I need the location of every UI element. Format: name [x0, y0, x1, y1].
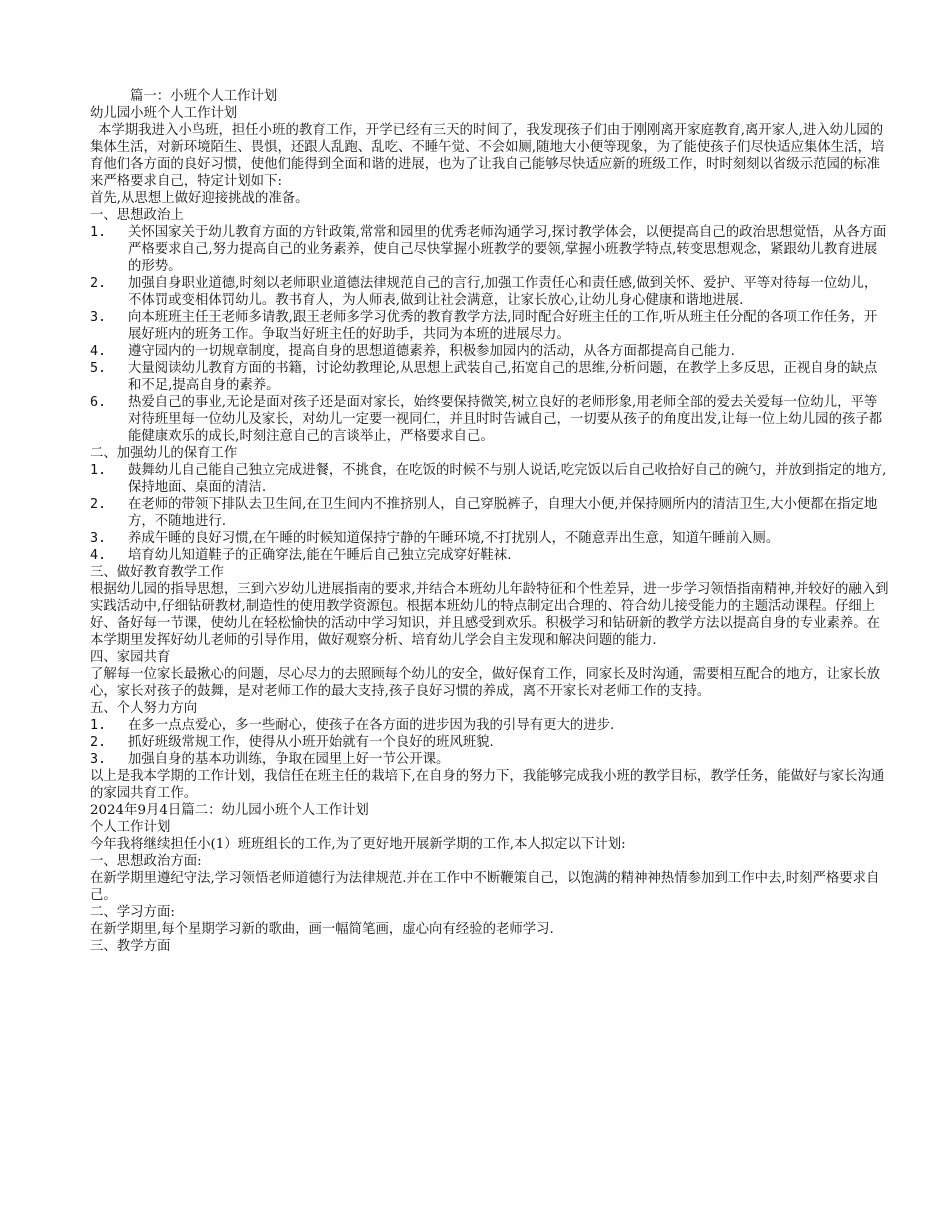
heading-personal-effort: 五、个人努力方向 [90, 701, 198, 716]
item-text: 热爱自己的事业,无论是面对孩子还是面对家长，始终要保持微笑,树立良好的老师形象,用老师全部的爱去关爱每一位幼儿，平等对待班里每一位幼儿及家长，对幼儿一定要一视同仁，并且时时告诫自己，一切要从孩子的角度出发,让每一位上幼儿园的孩子都能健康欢乐的成长,时刻注意自己的言谈举止，严格要求自己。 [128, 395, 883, 444]
list-item [90, 360, 890, 394]
list-item [90, 496, 890, 530]
intro-paragraph: 本学期我进入小鸟班，担任小班的教育工作，开学已经有三天的时间了，我发现孩子们由于刚刚离开家庭教育,离开家人,进入幼儿园的集体生活，对新环境陌生、畏惧，还跟人乱跑、乱吃、不睡午觉、不会如厕,随地大小便等现象，为了能使孩子们尽快适应集体生活，培育他们各方面的良好习惯，使他们能得到全面和谐的进展，也为了让我自己能够尽快适应新的班级工作，时时刻刻以省级示范园的标准来严格要求自己，特定计划如下: [90, 123, 885, 189]
item-text: 鼓舞幼儿自己能自己独立完成进餐，不挑食，在吃饭的时候不与别人说话,吃完饭以后自己收拾好自己的碗勺，并放到指定的地方,保持地面、桌面的清洁. [128, 463, 887, 495]
item-text: 抓好班级常规工作，使得从小班开始就有一个良好的班风班貌. [128, 735, 494, 750]
list-item [90, 343, 890, 360]
closing-paragraph: 以上是我本学期的工作计划，我信任在班主任的栽培下,在自身的努力下，我能够完成我小班的教学目标，教学任务，能做好与家长沟通的家园共育工作。 [90, 769, 885, 801]
item-number: 1. [90, 225, 107, 240]
heading-study: 二、学习方面: [90, 905, 175, 920]
list-item [90, 717, 890, 734]
heading-home-school: 四、家园共育 [90, 650, 171, 665]
item-number: 3. [90, 752, 107, 767]
teaching-paragraph: 根据幼儿园的指导思想，三到六岁幼儿进展指南的要求,并结合本班幼儿年龄特征和个性差异，进一步学习领悟指南精神,并较好的融入到实践活动中,仔细钻研教材,制造性的使用教学资源包。根据本班幼儿的特点制定出合理的、符合幼儿接受能力的主题活动课程。仔细上好、备好每一节课，使幼儿在轻松愉快的活动中学习知识，并且感受到欢乐。积极学习和钻研新的教学方法以提高自身的专业素养。在本学期里发挥好幼儿老师的引导作用，做好观察分析、培育幼儿学会自主发现和解决问题的能力. [90, 582, 889, 648]
item-text: 关怀国家关于幼儿教育方面的方针政策,常常和园里的优秀老师沟通学习,探讨教学体会，以便提高自己的政治思想觉悟，从各方面严格要求自己,努力提高自己的业务素养，使自己尽快掌握小班教学的要领,掌握小班教学特点,转变思想观念，紧跟幼儿教育进展的形势。 [128, 225, 887, 274]
doc-title: 幼儿园小班个人工作计划 [90, 106, 238, 121]
heading-political: 一、思想政治上 [90, 208, 184, 223]
item-number: 1. [90, 463, 107, 478]
list-item [90, 224, 890, 275]
item-text: 向本班班主任王老师多请教,跟王老师多学习优秀的教育教学方法,同时配合好班主任的工作,听从班主任分配的各项工作任务，开展好班内的班务工作。争取当好班主任的好助手，共同为本班的进展尽力。 [128, 310, 878, 342]
heading-care: 二、加强幼儿的保育工作 [90, 446, 238, 461]
item-number: 3. [90, 310, 107, 325]
item-number: 2. [90, 497, 107, 512]
list-item [90, 394, 890, 445]
list-item [90, 530, 890, 547]
item-text: 培育幼儿知道鞋子的正确穿法,能在午睡后自己独立完成穿好鞋袜. [128, 548, 512, 563]
list-item [90, 309, 890, 343]
political-2-paragraph: 在新学期里遵纪守法,学习领悟老师道德行为法律规范.并在工作中不断鞭策自己，以饱满的精神神热情参加到工作中去,时刻严格要求自己。 [90, 871, 880, 903]
item-number: 2. [90, 276, 107, 291]
item-text: 在老师的带领下排队去卫生间,在卫生间内不推挤别人，自己穿脱裤子，自理大小便,并保持厕所内的清洁卫生,大小便都在指定地方，不随地进行. [128, 497, 878, 529]
list-item [90, 462, 890, 496]
item-number: 3. [90, 531, 107, 546]
heading-teaching-2: 三、教学方面 [90, 939, 171, 954]
item-text: 在多一点点爱心，多一些耐心，使孩子在各方面的进步因为我的引导有更大的进步. [128, 718, 615, 733]
list-item [90, 275, 890, 309]
section-title-1: 篇一：小班个人工作计划 [130, 89, 278, 104]
item-text: 加强自身的基本功训练，争取在园里上好一节公开课。 [128, 752, 450, 767]
item-number: 2. [90, 735, 107, 750]
intro2-paragraph: 今年我将继续担任小(1）班班组长的工作,为了更好地开展新学期的工作,本人拟定以下计划: [90, 837, 626, 852]
item-text: 养成午睡的良好习惯,在午睡的时候知道保持宁静的午睡环境,不打扰别人，不随意弄出生意，知道午睡前入厕。 [128, 531, 780, 546]
item-text: 大量阅读幼儿教育方面的书籍，讨论幼教理论,从思想上武装自己,拓宽自己的思维,分析问题，在教学上多反思，正视自身的缺点和不足,提高自身的素养。 [128, 361, 878, 393]
item-text: 遵守园内的一切规章制度，提高自身的思想道德素养，积极参加园内的活动，从各方面都提高自己能力. [128, 344, 735, 359]
home-school-paragraph: 了解每一位家长最揪心的问题，尽心尽力的去照顾每个幼儿的安全，做好保育工作，同家长及时沟通，需要相互配合的地方，让家长放心，家长对孩子的鼓舞，是对老师工作的最大支持,孩子良好习惯的养成，离不开家长对老师工作的支持。 [90, 667, 881, 699]
item-number: 6. [90, 395, 107, 410]
date-line: 2024年9月4日篇二：幼儿园小班个人工作计划 [90, 803, 369, 818]
study-paragraph: 在新学期里,每个星期学习新的歌曲，画一幅简笔画，虚心向有经验的老师学习. [90, 922, 554, 937]
heading-teaching: 三、做好教育教学工作 [90, 565, 224, 580]
heading-political-2: 一、思想政治方面: [90, 854, 202, 869]
first-line: 首先,从思想上做好迎接挑战的准备。 [90, 191, 309, 206]
section-title-2: 个人工作计划 [90, 820, 171, 835]
item-number: 4. [90, 548, 107, 563]
list-item [90, 734, 890, 751]
list-item [90, 547, 890, 564]
item-number: 5. [90, 361, 107, 376]
item-number: 1. [90, 718, 107, 733]
list-item [90, 751, 890, 768]
item-text: 加强自身职业道德,时刻以老师职业道德法律规范自己的言行,加强工作责任心和责任感,做到关怀、爱护、平等对待每一位幼儿，不体罚或变相体罚幼儿。教书育人，为人师表,做到让社会满意，让家长放心,让幼儿身心健康和谐地进展. [128, 276, 878, 308]
item-number: 4. [90, 344, 107, 359]
